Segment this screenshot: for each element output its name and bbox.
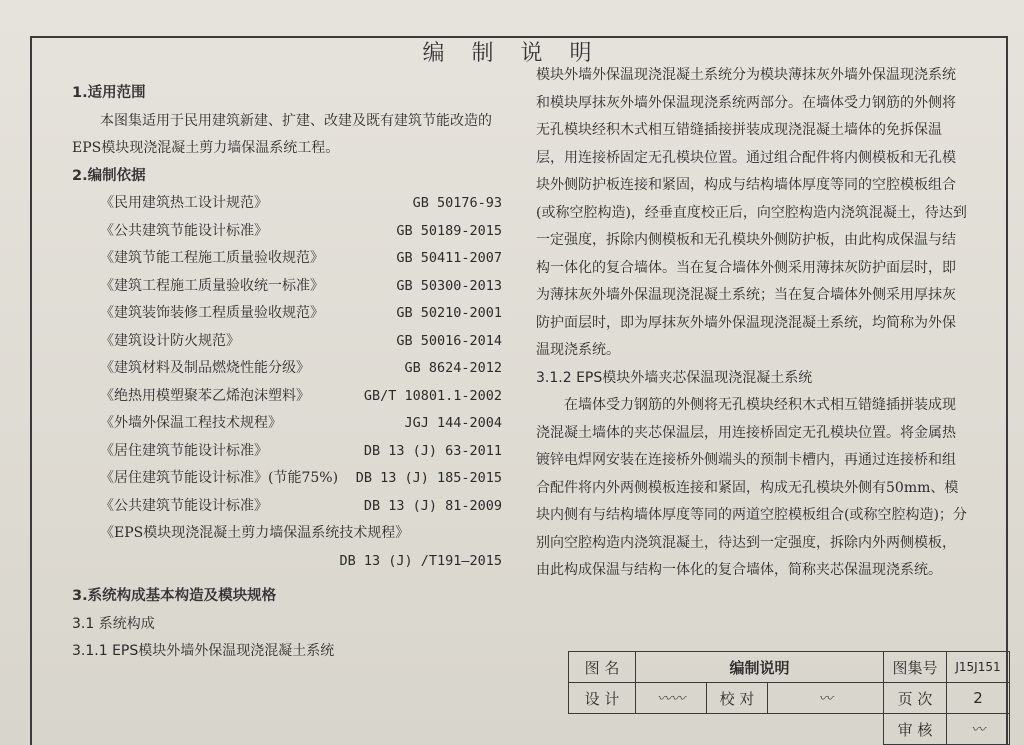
section-1-text: 本图集适用于民用建筑新建、扩建、改建及既有建筑节能改造的EPS模块现浇混凝土剪力墙保温系统工程。 xyxy=(72,112,492,156)
drawing-name: 编制说明 xyxy=(636,652,884,683)
left-column xyxy=(72,80,502,666)
standard-row xyxy=(72,245,502,273)
standard-code: DB 13 (J) 63-2011 xyxy=(363,442,502,459)
standard-name: 《建筑装饰装修工程质量验收规范》 xyxy=(100,305,324,321)
standard-name: 《民用建筑热工设计规范》 xyxy=(100,195,268,211)
label-design: 设 计 xyxy=(569,683,636,714)
standard-row xyxy=(72,328,502,356)
label-atlas-no: 图集号 xyxy=(884,652,947,683)
paragraph-1: 模块外墙外保温现浇混凝土系统分为模块薄抹灰外墙外保温现浇系统和模块厚抹灰外墙外保温现浇系统两部分。在墙体受力钢筋的外侧将无孔模块经积木式相互错缝插接拼装成现浇混凝土墙体的免拆保温层，用连接桥固定无孔模块位置。通过组合配件将内侧模板和无孔模块外侧防护板连接和紧固，构成与结构墙体厚度等同的空腔模板组合(或称空腔构造)，经垂直度校正后，向空腔构造内浇筑混凝土，待达到一定强度，拆除内侧模板和无孔模块外侧防护板，由此构成保温与结构一体化的复合墙体。当在复合墙体外侧采用薄抹灰防护面层时，即为薄抹灰外墙外保温现浇混凝土系统；当在复合墙体外侧采用厚抹灰防护面层时，即为厚抹灰外墙外保温现浇混凝土系统，均简称为外保温现浇系统。 xyxy=(536,67,967,358)
section-1-heading: 1.适用范围 xyxy=(72,85,146,101)
standard-row xyxy=(72,438,502,466)
section-3-heading: 3.系统构成基本构造及模块规格 xyxy=(72,588,277,604)
standard-name: 《建筑设计防火规范》 xyxy=(100,332,240,349)
standard-row xyxy=(72,190,502,218)
standard-long-code: DB 13 (J) /T191—2015 xyxy=(339,552,502,569)
section-3-1: 3.1 系统构成 xyxy=(72,615,155,632)
standard-name: 《居住建筑节能设计标准》 xyxy=(100,442,268,459)
standard-name: 《公共建筑节能设计标准》 xyxy=(100,222,268,239)
standard-code: JGJ 144-2004 xyxy=(404,415,502,431)
standard-row xyxy=(72,493,502,521)
standard-code: GB 50411-2007 xyxy=(396,250,502,266)
standard-name: 《建筑材料及制品燃烧性能分级》 xyxy=(100,360,310,376)
standard-row xyxy=(72,465,502,493)
label-check: 校 对 xyxy=(707,683,768,714)
title-block xyxy=(568,651,1010,745)
standard-name: 《绝热用模塑聚苯乙烯泡沫塑料》 xyxy=(100,387,310,404)
standard-code: GB 50300-2013 xyxy=(396,277,502,294)
standard-row xyxy=(72,273,502,301)
standard-row xyxy=(72,410,502,438)
standard-code: GB 50189-2015 xyxy=(396,222,502,239)
standard-code: GB 50016-2014 xyxy=(396,332,502,349)
standard-row xyxy=(72,355,502,383)
standard-name: 《建筑节能工程施工质量验收规范》 xyxy=(100,250,324,266)
standard-name: 《外墙外保温工程技术规程》 xyxy=(100,415,282,431)
reviewer-signature: 〰 xyxy=(947,714,1010,745)
atlas-no: J15J151 xyxy=(947,652,1010,683)
label-review: 审 核 xyxy=(884,714,947,745)
standard-name: 《居住建筑节能设计标准》(节能75%) xyxy=(100,470,339,486)
standards-list xyxy=(72,190,502,520)
standard-name: 《公共建筑节能设计标准》 xyxy=(100,497,268,514)
standard-code: GB/T 10801.1-2002 xyxy=(363,387,502,404)
standard-name: 《建筑工程施工质量验收统一标准》 xyxy=(100,277,324,294)
standard-code: GB 8624-2012 xyxy=(404,360,502,376)
standard-row xyxy=(72,383,502,411)
paragraph-2: 在墙体受力钢筋的外侧将无孔模块经积木式相互错缝插拼装成现浇混凝土墙体的夹芯保温层，用连接桥固定无孔模块位置。将金属热镀锌电焊网安装在连接桥外侧端头的预制卡槽内，再通过连接桥和组合配件将内外两侧模板连接和紧固，构成无孔模块外侧有50mm、模块内侧有与结构墙体厚度等同的两道空腔模板组合(或称空腔构造)；分别向空腔构造内浇筑混凝土，待达到一定强度，拆除内外两侧模板，由此构成保温与结构一体化的复合墙体，简称夹芯保温现浇系统。 xyxy=(536,397,967,578)
standard-row xyxy=(72,300,502,328)
standard-code: GB 50176-93 xyxy=(412,195,502,211)
standard-code: GB 50210-2001 xyxy=(396,305,502,321)
section-2-heading: 2.编制依据 xyxy=(72,167,146,184)
standard-code: DB 13 (J) 185-2015 xyxy=(355,470,502,486)
section-3-1-2: 3.1.2 EPS模块外墙夹芯保温现浇混凝土系统 xyxy=(536,369,813,386)
designer-signature: 〰〰 xyxy=(636,683,707,714)
standard-code: DB 13 (J) 81-2009 xyxy=(363,497,502,514)
label-drawing-name: 图 名 xyxy=(569,652,636,683)
page-no: 2 xyxy=(947,683,1010,714)
checker-signature: 〰 xyxy=(768,683,884,714)
standard-long-name: 《EPS模块现浇混凝土剪力墙保温系统技术规程》 xyxy=(100,525,410,541)
label-page-no: 页 次 xyxy=(884,683,947,714)
right-column xyxy=(536,62,968,585)
standard-row xyxy=(72,218,502,246)
section-3-1-1: 3.1.1 EPS模块外墙外保温现浇混凝土系统 xyxy=(72,643,335,659)
page-title: 编 制 说 明 xyxy=(422,41,602,66)
